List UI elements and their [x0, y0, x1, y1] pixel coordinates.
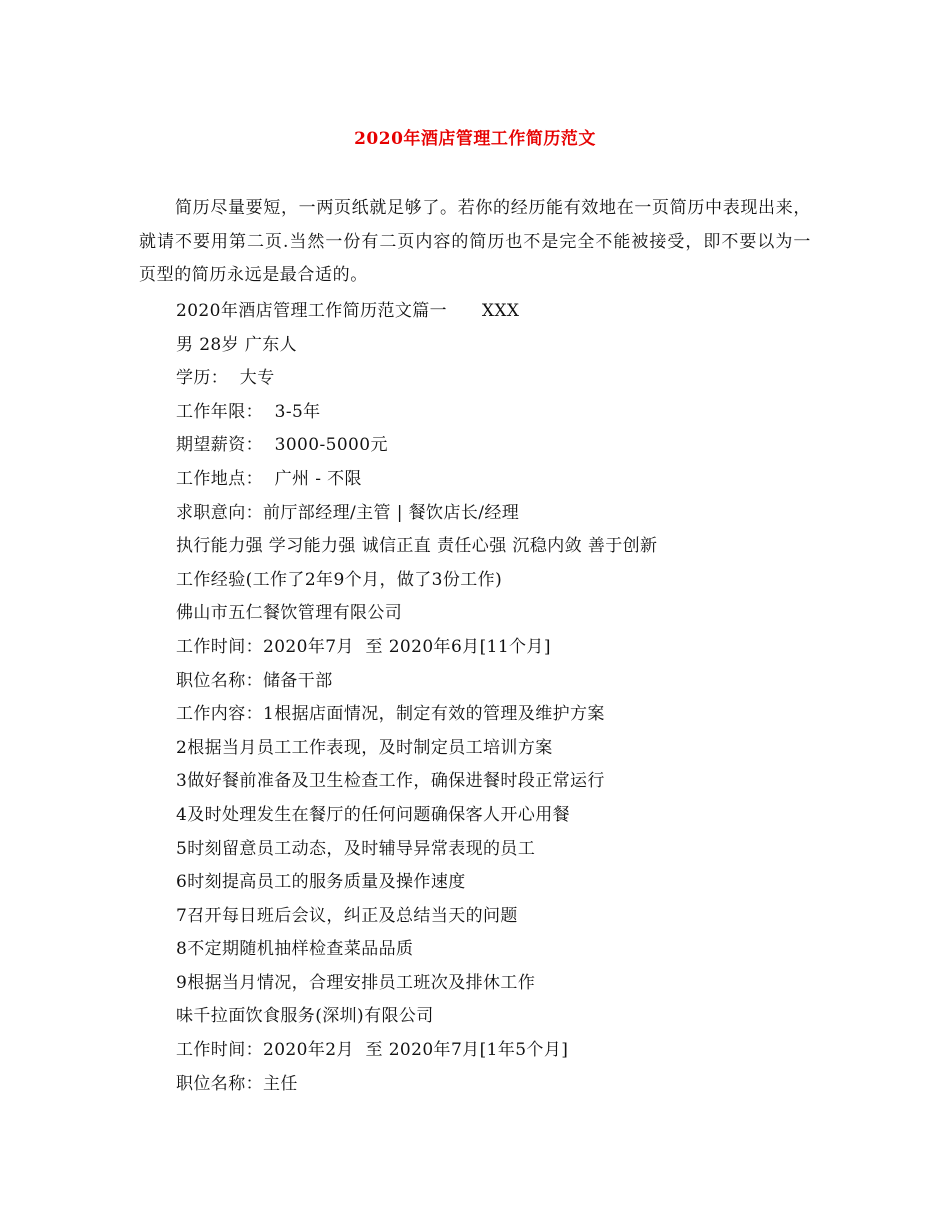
position-line: 职位名称：储备干部: [176, 670, 333, 691]
duty-line: 2根据当月员工工作表现，及时制定员工培训方案: [176, 737, 553, 758]
duty-line: 3做好餐前准备及卫生检查工作，确保进餐时段正常运行: [176, 771, 605, 792]
work-years-line: 工作年限： 3-5年: [176, 401, 321, 422]
duty-line: 4及时处理发生在餐厅的任何问题确保客人开心用餐: [176, 804, 571, 825]
duty-line: 5时刻留意员工动态，及时辅导异常表现的员工: [176, 838, 536, 859]
position-line: 职位名称：主任: [176, 1073, 298, 1094]
experience-summary-line: 工作经验(工作了2年9个月，做了3份工作): [176, 569, 503, 590]
duty-line: 6时刻提高员工的服务质量及操作速度: [176, 872, 466, 893]
duty-line: 9根据当月情况，合理安排员工班次及排休工作: [176, 972, 536, 993]
company-name-line: 佛山市五仁餐饮管理有限公司: [176, 603, 403, 624]
salary-line: 期望薪资： 3000-5000元: [176, 435, 388, 456]
work-period-line: 工作时间：2020年2月 至 2020年7月[1年5个月]: [176, 1040, 569, 1061]
intro-paragraph: 简历尽量要短，一两页纸就足够了。若你的经历能有效地在一页简历中表现出来，就请不要用第二页.当然一份有二页内容的简历也不是完全不能被接受，即不要以为一页型的简历永远是最合适的。: [139, 198, 811, 285]
company-name-line: 味千拉面饮食服务(深圳)有限公司: [176, 1006, 434, 1027]
duty-line: 8不定期随机抽样检查菜品品质: [176, 939, 414, 960]
job-intention-line: 求职意向：前厅部经理/主管 | 餐饮店长/经理: [176, 502, 520, 523]
work-period-line: 工作时间：2020年7月 至 2020年6月[11个月]: [176, 636, 551, 657]
strengths-line: 执行能力强 学习能力强 诚信正直 责任心强 沉稳内敛 善于创新: [176, 536, 658, 557]
duty-line: 7召开每日班后会议，纠正及总结当天的问题: [176, 905, 518, 926]
resume-lines: [176, 295, 816, 1101]
location-line: 工作地点： 广州 - 不限: [176, 468, 362, 489]
personal-info-line: 男 28岁 广东人: [176, 334, 298, 355]
education-line: 学历： 大专: [176, 368, 275, 389]
document-title: 2020年酒店管理工作简历范文: [354, 129, 596, 149]
duty-line: 工作内容：1根据店面情况，制定有效的管理及维护方案: [176, 704, 605, 725]
section-heading: 2020年酒店管理工作简历范文篇一 XXX: [176, 301, 520, 321]
